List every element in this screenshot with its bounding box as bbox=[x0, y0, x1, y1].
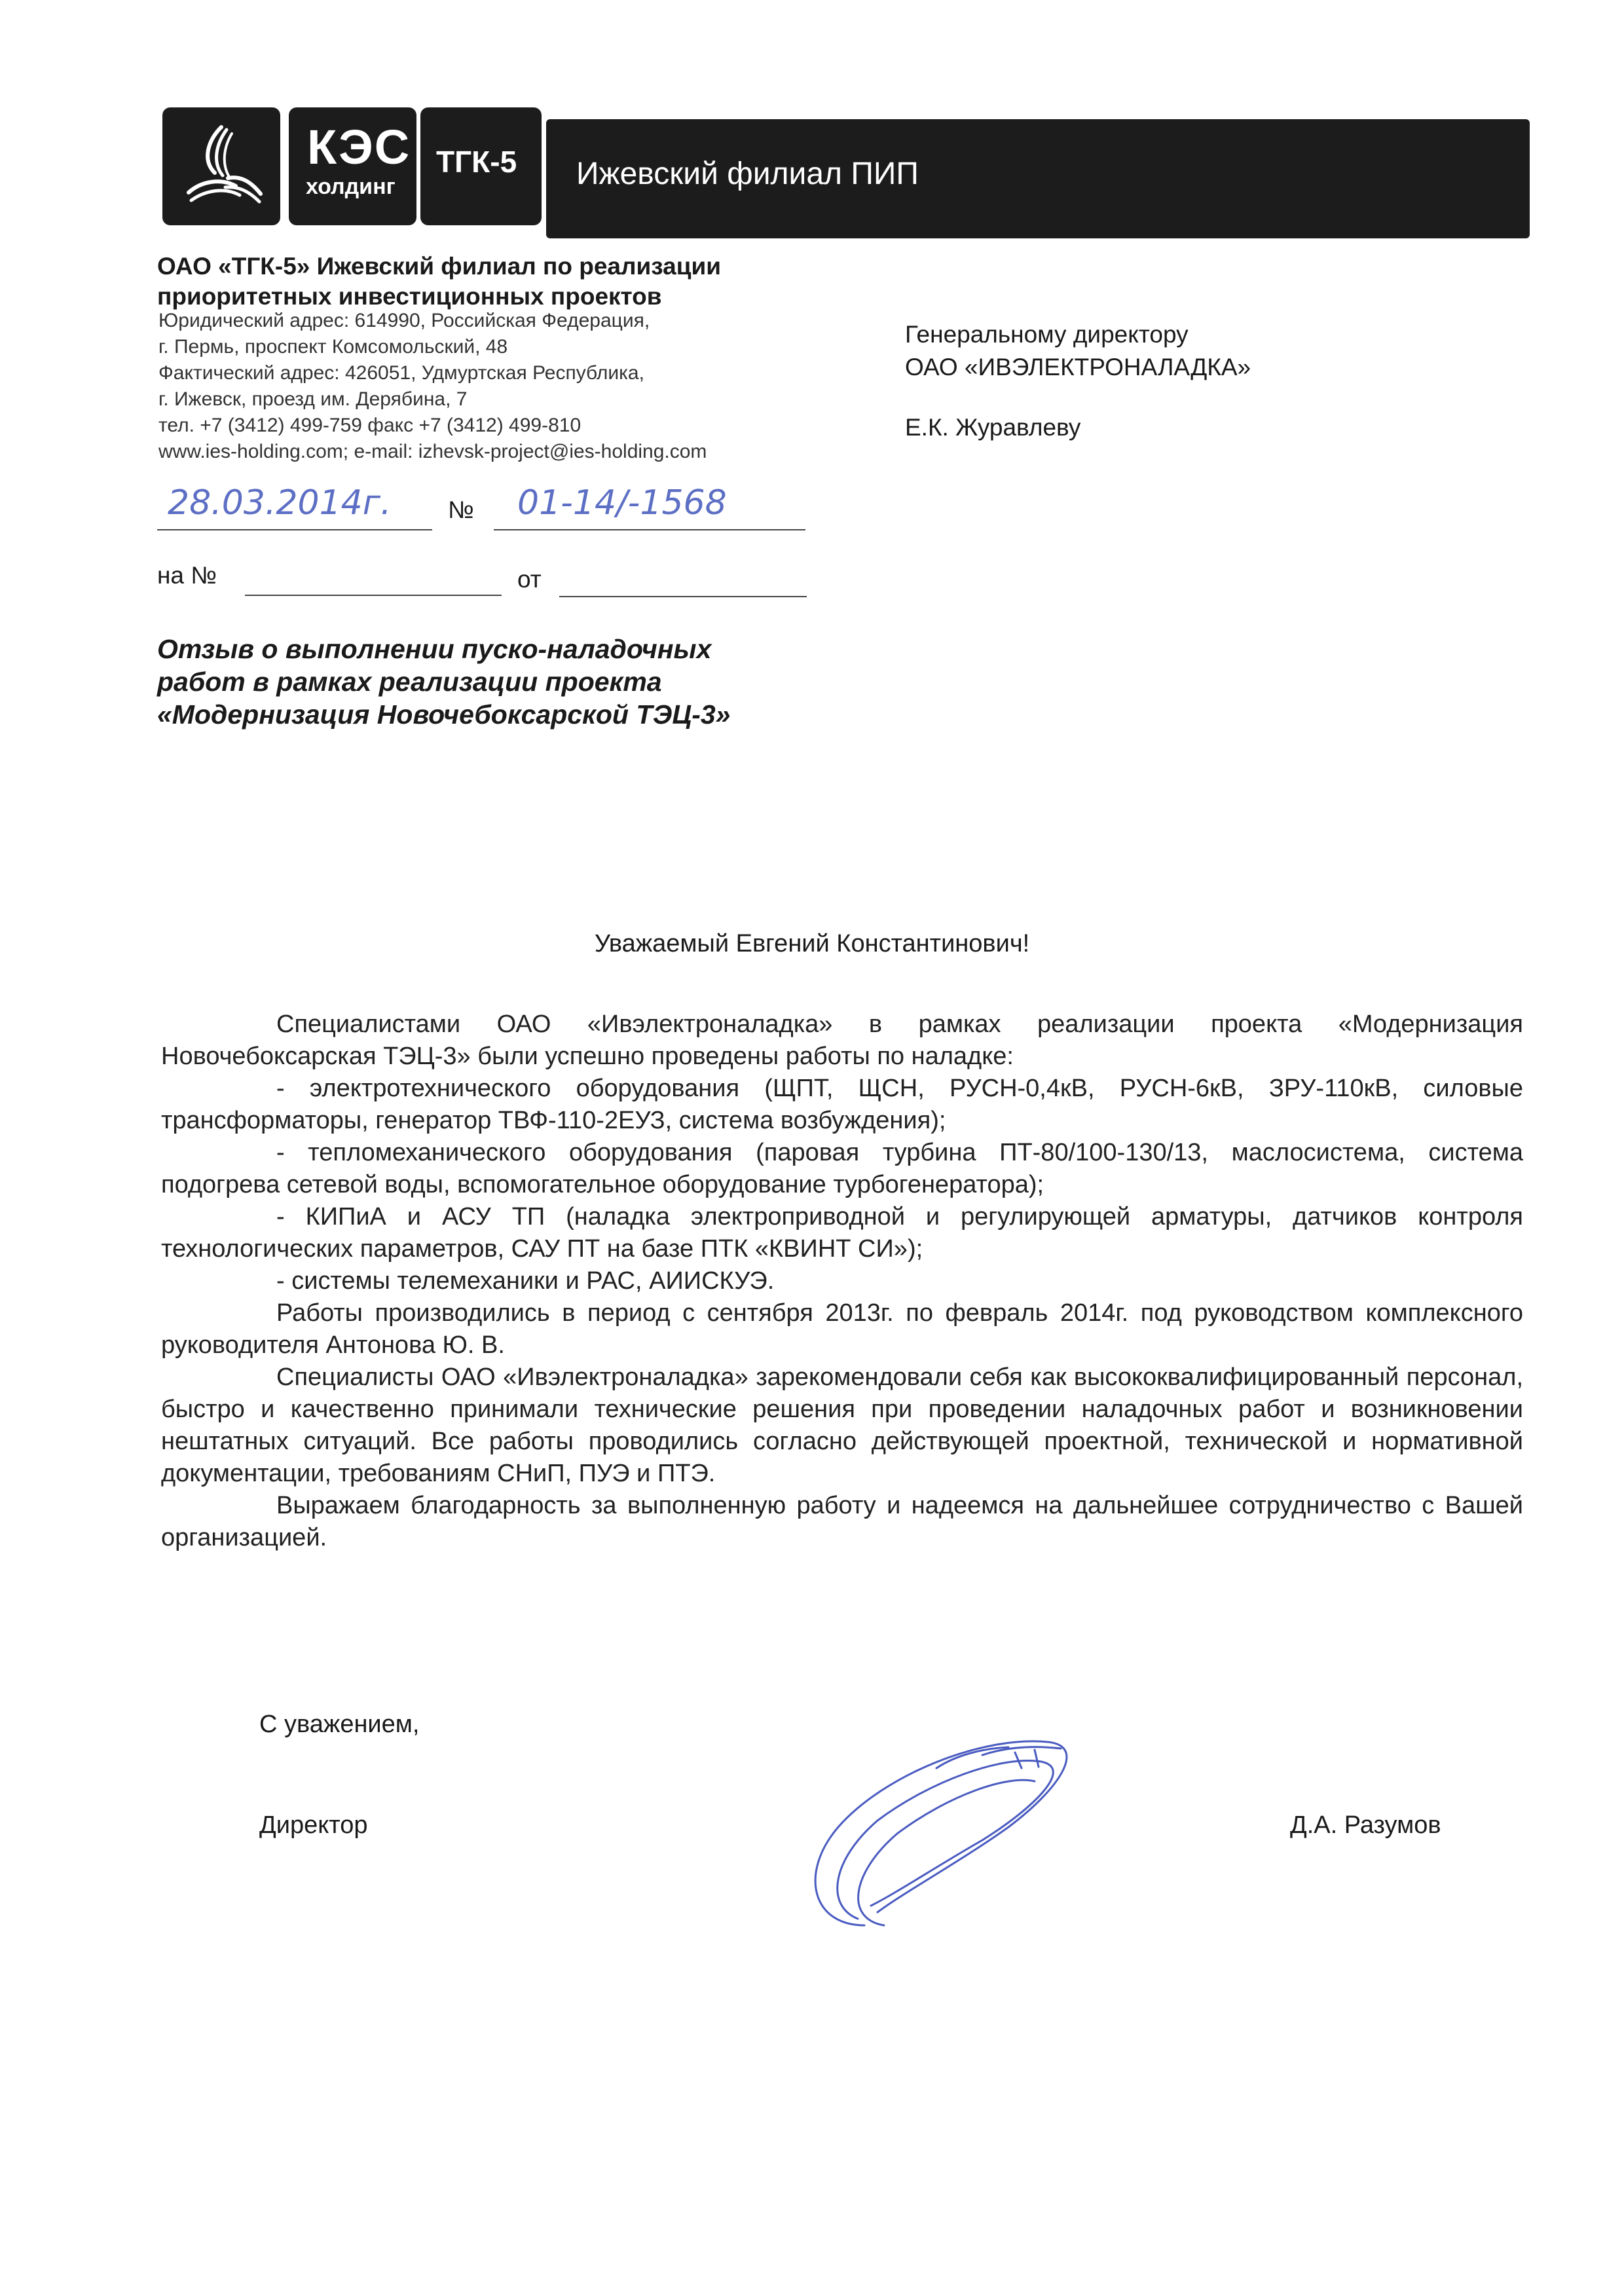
subject-line: Отзыв о выполнении пуско-наладочных bbox=[157, 634, 712, 664]
letter-subject bbox=[157, 633, 877, 731]
address-line: Фактический адрес: 426051, Удмуртская Республика, bbox=[158, 362, 644, 384]
date-rule bbox=[157, 529, 432, 530]
address-line: www.ies-holding.com; e-mail: izhevsk-project@ies-holding.com bbox=[158, 441, 707, 462]
number-rule bbox=[494, 529, 805, 530]
tgk-label: ТГК-5 bbox=[436, 145, 517, 179]
body-paragraph: Специалисты ОАО «Ивэлектроналадка» зарекомендовали себя как высококвалифицированный персонал, быстро и качественно принимали технические решения при проведении наладочных работ и возникновении нештатных ситуаций. Все работы проводились согласно действующей проектной, технической и нормативной документации, требованиям СНиП, ПУЭ и ПТЭ. bbox=[161, 1363, 1523, 1487]
work-item: - электротехнического оборудования (ЩПТ, ЩСН, РУСН-0,4кВ, РУСН-6кВ, ЗРУ-110кВ, силовые трансформаторы, генератор ТВФ-110-2ЕУЗ, система возбуждения); bbox=[161, 1075, 1523, 1134]
sender-address bbox=[158, 308, 707, 465]
recipient-title: Генеральному директору bbox=[905, 321, 1189, 348]
body-paragraph: Работы производились в период с сентября 2013г. по февраль 2014г. под руководством комплексного руководителя Антонова Ю. В. bbox=[161, 1299, 1523, 1359]
tgk-mark bbox=[420, 107, 542, 225]
logo-title: КЭС bbox=[307, 120, 411, 174]
sender-name bbox=[157, 251, 721, 312]
salutation: Уважаемый Евгений Константинович! bbox=[594, 930, 1030, 957]
recipient-name: Е.К. Журавлеву bbox=[905, 414, 1081, 441]
kes-holding-mark bbox=[289, 107, 416, 225]
letter-body bbox=[161, 1009, 1523, 1554]
recipient-block bbox=[905, 318, 1251, 384]
body-paragraph: Специалистами ОАО «Ивэлектроналадка» в рамках реализации проекта «Модернизация Новочебоксарская ТЭЦ-3» были успешно проведены работы по наладке: bbox=[161, 1010, 1523, 1070]
signer-name: Д.А. Разумов bbox=[1290, 1811, 1441, 1839]
sender-name-line: ОАО «ТГК-5» Ижевский филиал по реализации bbox=[157, 253, 721, 280]
handwritten-number: 01-14/-1568 bbox=[517, 483, 727, 523]
header-band bbox=[546, 119, 1530, 238]
ref-from-label: от bbox=[517, 566, 542, 593]
number-label: № bbox=[448, 496, 474, 523]
kes-holding-emblem-icon bbox=[162, 107, 280, 225]
handwritten-date: 28.03.2014г. bbox=[168, 483, 392, 523]
ref-from-rule bbox=[559, 596, 807, 597]
subject-line: работ в рамках реализации проекта bbox=[157, 667, 662, 697]
address-line: г. Пермь, проспект Комсомольский, 48 bbox=[158, 336, 508, 358]
handwritten-signature bbox=[786, 1729, 1126, 1938]
address-line: Юридический адрес: 614990, Российская Федерация, bbox=[158, 310, 650, 331]
company-logo bbox=[162, 107, 280, 225]
closing-regards: С уважением, bbox=[259, 1711, 420, 1738]
recipient-company: ОАО «ИВЭЛЕКТРОНАЛАДКА» bbox=[905, 354, 1251, 380]
header-band-text: Ижевский филиал ПИП bbox=[576, 157, 919, 191]
work-item: - тепломеханического оборудования (паровая турбина ПТ-80/100-130/13, маслосистема, система подогрева сетевой воды, вспомогательное оборудование турбогенератора); bbox=[161, 1139, 1523, 1198]
ref-number-rule bbox=[245, 595, 502, 596]
sender-name-line: приоритетных инвестиционных проектов bbox=[157, 283, 662, 310]
body-paragraph: Выражаем благодарность за выполненную работу и надеемся на дальнейшее сотрудничество с Вашей организацией. bbox=[161, 1492, 1523, 1551]
address-line: тел. +7 (3412) 499-759 факс +7 (3412) 499-810 bbox=[158, 415, 581, 436]
logo-subtitle: холдинг bbox=[306, 174, 396, 199]
work-item: - системы телемеханики и РАС, АИИСКУЭ. bbox=[276, 1267, 775, 1295]
address-line: г. Ижевск, проезд им. Дерябина, 7 bbox=[158, 388, 468, 410]
subject-line: «Модернизация Новочебоксарской ТЭЦ-3» bbox=[157, 699, 731, 730]
work-item: - КИПиА и АСУ ТП (наладка электроприводной и регулирующей арматуры, датчиков контроля технологических параметров, САУ ПТ на базе ПТК «КВИНТ СИ»); bbox=[161, 1203, 1523, 1263]
ref-number-label: на № bbox=[157, 562, 217, 589]
signer-position: Директор bbox=[259, 1811, 368, 1839]
